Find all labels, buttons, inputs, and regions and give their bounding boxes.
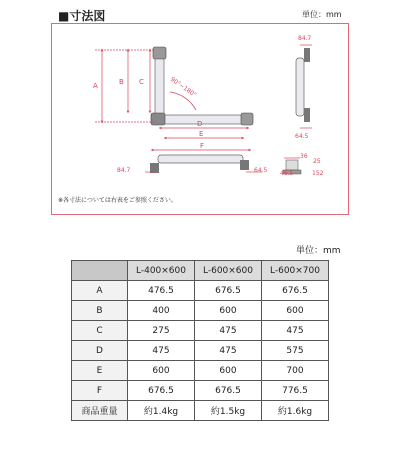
table-cell: 600 (262, 301, 329, 321)
column-header: L-600×700 (262, 261, 329, 281)
table-cell: 600 (195, 361, 262, 381)
diagram-note: ※各寸法については右表をご参照ください。 (58, 197, 177, 204)
dim-label-d: D (197, 120, 203, 128)
table-cell: 400 (128, 301, 195, 321)
dim-label-645-side: 64.5 (295, 133, 309, 140)
table-cell: 676.5 (262, 281, 329, 301)
table-cell: 275 (128, 321, 195, 341)
dim-label-465: 46.5 (280, 170, 294, 177)
dim-label-e: E (199, 130, 204, 138)
dim-label-847-bottom: 84.7 (117, 167, 131, 174)
column-header: L-600×600 (195, 261, 262, 281)
spec-table (71, 260, 329, 421)
row-header: 商品重量 (72, 401, 128, 421)
table-row (72, 281, 329, 301)
table-row (72, 321, 329, 341)
table-corner-cell (72, 261, 128, 281)
table-row (72, 341, 329, 361)
dim-label-847-side: 84.7 (298, 35, 312, 42)
table-cell: 776.5 (262, 381, 329, 401)
table-cell: 475 (128, 341, 195, 361)
dim-label-b: B (119, 78, 124, 86)
table-row (72, 401, 329, 421)
table-unit-label: 単位：mm (296, 246, 341, 256)
section-title: ■寸法図 (58, 9, 106, 23)
handrail-bottom-view (150, 155, 249, 173)
table-cell: 676.5 (128, 381, 195, 401)
table-row (72, 381, 329, 401)
table-header-row (72, 261, 329, 281)
table-cell: 約1.4kg (128, 401, 195, 421)
table-cell: 475 (195, 321, 262, 341)
table-cell: 676.5 (195, 381, 262, 401)
row-header: E (72, 361, 128, 381)
table-cell: 約1.6kg (262, 401, 329, 421)
dim-label-a: A (93, 82, 98, 90)
row-header: D (72, 341, 128, 361)
table-cell: 約1.5kg (195, 401, 262, 421)
row-header: A (72, 281, 128, 301)
table-cell: 475 (262, 321, 329, 341)
table-row (72, 301, 329, 321)
dim-label-25: 25 (313, 158, 321, 165)
row-header: F (72, 381, 128, 401)
table-cell: 575 (262, 341, 329, 361)
dim-label-152: 152 (312, 170, 324, 177)
dim-label-f: F (200, 142, 205, 150)
table-row (72, 361, 329, 381)
table-cell: 676.5 (195, 281, 262, 301)
table-cell: 700 (262, 361, 329, 381)
handrail-side-view (296, 48, 310, 122)
table-cell: 600 (128, 361, 195, 381)
column-header: L-400×600 (128, 261, 195, 281)
row-header: C (72, 321, 128, 341)
table-cell: 476.5 (128, 281, 195, 301)
table-cell: 600 (195, 301, 262, 321)
dim-label-c: C (139, 78, 144, 86)
dim-label-645-bottom: 64.5 (254, 167, 268, 174)
dim-label-36: 36 (300, 153, 308, 160)
table-cell: 475 (195, 341, 262, 361)
angle-label: 90°~180° (168, 75, 198, 99)
diagram-unit-label: 単位：mm (302, 10, 342, 19)
l-handrail-front-view (151, 47, 253, 125)
row-header: B (72, 301, 128, 321)
